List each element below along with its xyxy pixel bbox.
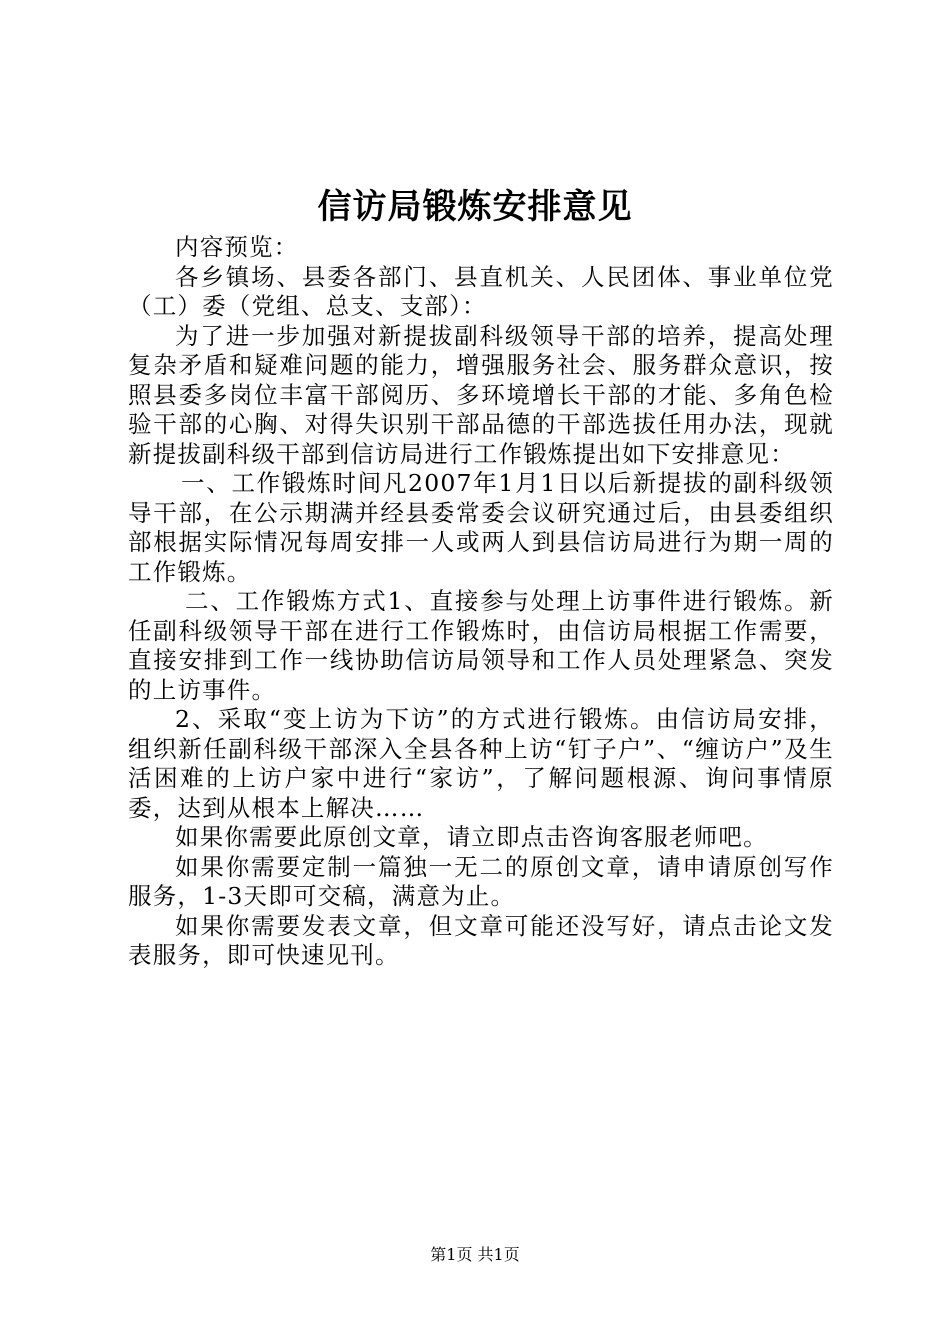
- paragraph-promo-2: 如果你需要定制一篇独一无二的原创文章，请申请原创写作服务，1-3天即可交稿，满意为止。: [128, 852, 834, 910]
- document-body: [128, 233, 834, 971]
- paragraph-section-2: 二、工作锻炼方式1、直接参与处理上访事件进行锻炼。新任副科级领导干部在进行工作锻炼时，由信访局根据工作需要，直接安排到工作一线协助信访局领导和工作人员处理紧急、突发的上访事件。: [128, 587, 834, 704]
- page-number-footer: 第1页 共1页: [430, 1245, 520, 1264]
- paragraph-promo-3: 如果你需要发表文章，但文章可能还没写好，请点击论文发表服务，即可快速见刊。: [128, 911, 834, 969]
- paragraph-intro: 为了进一步加强对新提拔副科级领导干部的培养，提高处理复杂矛盾和疑难问题的能力，增强服务社会、服务群众意识，按照县委多岗位丰富干部阅历、多环境增长干部的才能、多角色检验干部的心胸、对得失识别干部品德的干部选拔任用办法，现就新提拔副科级干部到信访局进行工作锻炼提出如下安排意见：: [128, 321, 834, 468]
- preview-label: 内容预览：: [175, 233, 299, 261]
- document-title: 信访局锻炼安排意见: [317, 187, 633, 227]
- paragraph-promo-1: 如果你需要此原创文章，请立即点击咨询客服老师吧。: [175, 823, 768, 851]
- paragraph-section-2-item-2: 2、采取“变上访为下访”的方式进行锻炼。由信访局安排，组织新任副科级干部深入全县各种上访“钉子户”、“缠访户”及生活困难的上访户家中进行“家访”，了解问题根源、询问事情原委，达到从根本上解决……: [128, 705, 834, 822]
- paragraph-salutation: 各乡镇场、县委各部门、县直机关、人民团体、事业单位党（工）委（党组、总支、支部）：: [128, 262, 834, 320]
- paragraph-section-1: 一、工作锻炼时间凡2007年1月1日以后新提拔的副科级领导干部，在公示期满并经县委常委会议研究通过后，由县委组织部根据实际情况每周安排一人或两人到县信访局进行为期一周的工作锻炼。: [128, 469, 834, 586]
